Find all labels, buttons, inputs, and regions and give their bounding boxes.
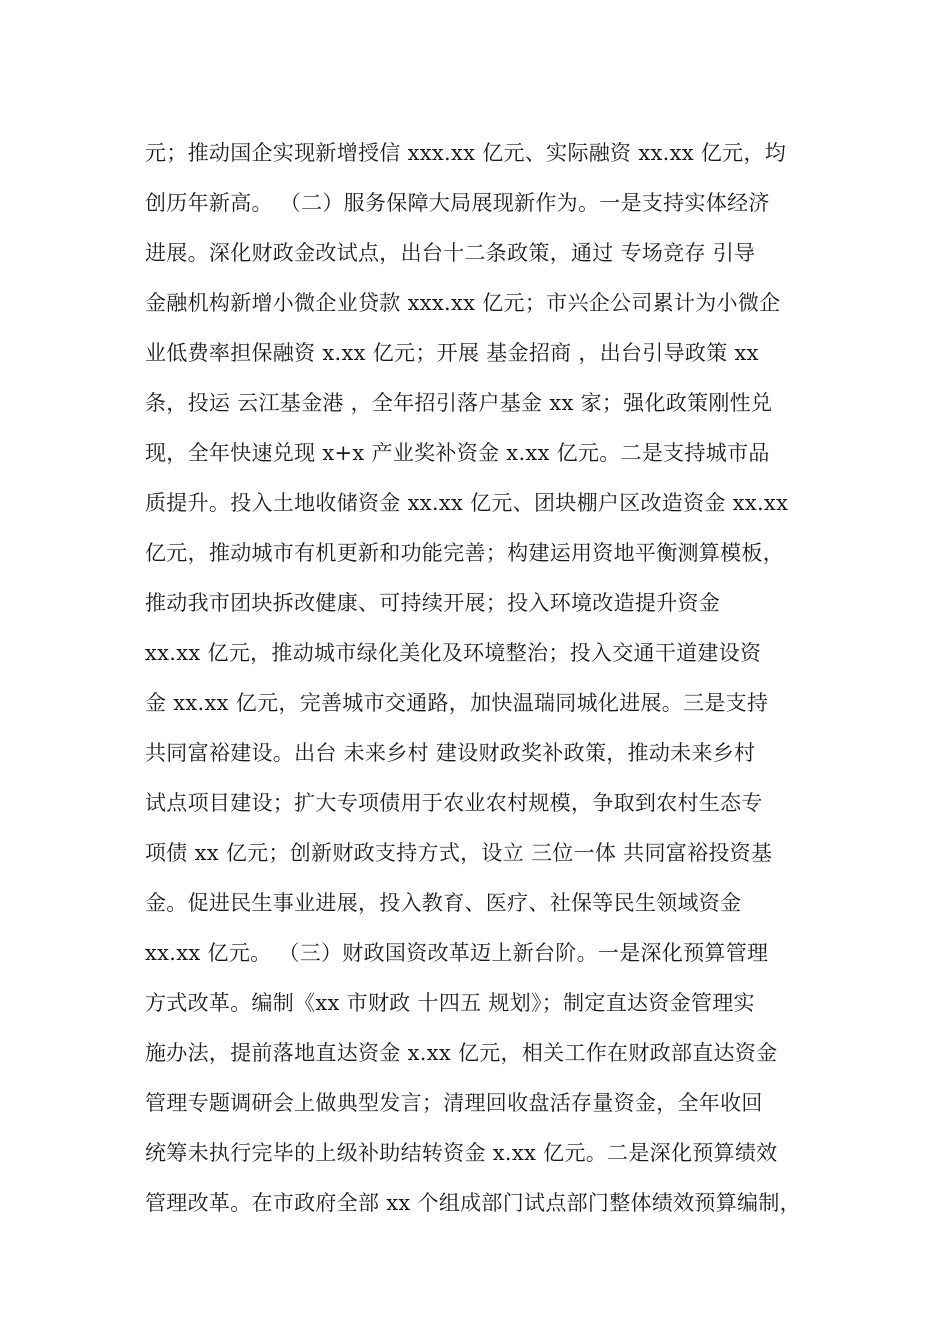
text-line: 施办法，提前落地直达资金 x.xx 亿元，相关工作在财政部直达资金 [145, 1041, 778, 1065]
text-line: 金融机构新增小微企业贷款 xxx.xx 亿元；市兴企公司累计为小微企 [145, 291, 781, 315]
text-line: 现，全年快速兑现 x+x 产业奖补资金 x.xx 亿元。二是支持城市品 [145, 441, 770, 465]
text-line: 项债 xx 亿元；创新财政支持方式，设立 三位一体 共同富裕投资基 [145, 841, 773, 865]
text-line: 业低费率担保融资 x.xx 亿元；开展 基金招商 ，出台引导政策 xx [145, 341, 759, 365]
text-line: 方式改革。编制《xx 市财政 十四五 规划》；制定直达资金管理实 [145, 991, 755, 1015]
text-line: 条，投运 云江基金港 ，全年招引落户基金 xx 家；强化政策刚性兑 [145, 391, 773, 415]
body-text [145, 128, 845, 1228]
text-line: 试点项目建设；扩大专项债用于农业农村规模，争取到农村生态专 [145, 791, 763, 815]
text-line: 管理专题调研会上做典型发言；清理回收盘活存量资金，全年收回 [145, 1091, 763, 1115]
text-line: 亿元，推动城市有机更新和功能完善；构建运用资地平衡测算模板， [145, 541, 784, 565]
text-line: 推动我市团块拆改健康、可持续开展；投入环境改造提升资金 [145, 591, 721, 615]
text-line: xx.xx 亿元。 （三）财政国资改革迈上新台阶。一是深化预算管理 [145, 941, 769, 965]
text-line: 金 xx.xx 亿元，完善城市交通路，加快温瑞同城化进展。三是支持 [145, 691, 769, 715]
text-line: 统筹未执行完毕的上级补助结转资金 x.xx 亿元。二是深化预算绩效 [145, 1141, 778, 1165]
text-line: 创历年新高。 （二）服务保障大局展现新作为。一是支持实体经济 [145, 191, 770, 215]
text-line: 元；推动国企实现新增授信 xxx.xx 亿元、实际融资 xx.xx 亿元，均 [145, 141, 787, 165]
text-line: 管理改革。在市政府全部 xx 个组成部门试点部门整体绩效预算编制， [145, 1191, 801, 1215]
text-line: 金。促进民生事业进展，投入教育、医疗、社保等民生领域资金 [145, 891, 742, 915]
text-line: xx.xx 亿元，推动城市绿化美化及环境整治；投入交通干道建设资 [145, 641, 762, 665]
text-line: 进展。深化财政金改试点，出台十二条政策，通过 专场竞存 引导 [145, 241, 756, 265]
text-line: 质提升。投入土地收储资金 xx.xx 亿元、团块棚户区改造资金 xx.xx [145, 491, 789, 515]
text-line: 共同富裕建设。出台 未来乡村 建设财政奖补政策，推动未来乡村 [145, 741, 756, 765]
